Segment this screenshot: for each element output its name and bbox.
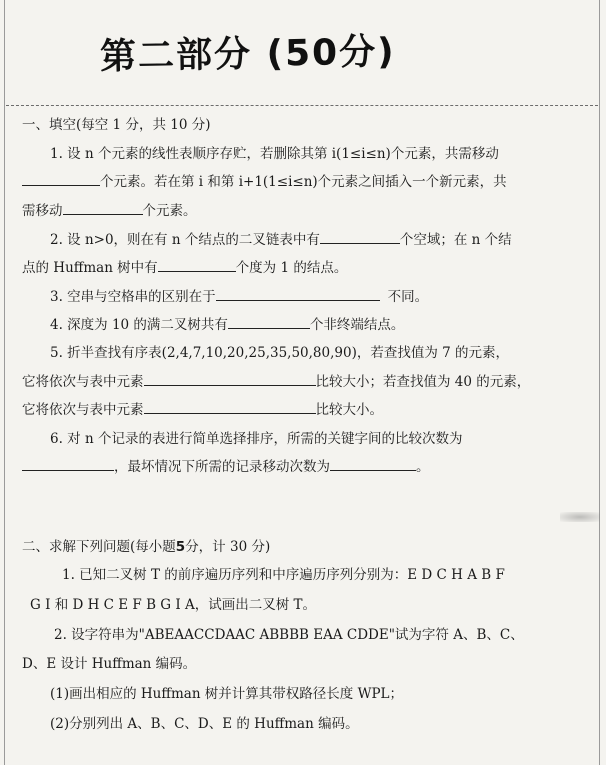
q2-line2a-text: 点的 Huffman 树中有 [22, 260, 158, 276]
s2-q1-line2: G I 和 D H C E F B G I A，试画出二叉树 T。 [30, 597, 317, 613]
section2-heading-b: 分，计 30 分) [185, 539, 271, 555]
section1-heading: 一、填空(每空 1 分，共 10 分) [22, 117, 211, 133]
answer-blank[interactable] [22, 458, 114, 471]
q3-a-text: 3. 空串与空格串的区别在于 [50, 289, 216, 305]
answer-blank[interactable] [144, 401, 316, 414]
q1-line3a-text: 需移动 [22, 203, 63, 219]
answer-blank[interactable] [228, 316, 310, 329]
q3-b-text: 不同。 [387, 289, 429, 305]
s2-q2-line2: D、E 设计 Huffman 编码。 [22, 656, 197, 672]
q2-line1b-text: 个空域；在 n 个结 [399, 232, 512, 248]
q6-line2b-text: 。 [416, 459, 430, 475]
section2-heading-a: 二、求解下列问题(每小题 [22, 539, 176, 555]
answer-blank[interactable] [330, 458, 416, 471]
s2-q2-line1: 2. 设字符串为"ABEAACCDAAC ABBBB EAA CDDE"试为字符 A、B、C、 [54, 627, 524, 643]
scan-smudge [560, 512, 600, 522]
s2-q1-line1: 1. 已知二叉树 T 的前序遍历序列和中序遍历序列分别为：E D C H A B F [62, 567, 505, 583]
answer-blank[interactable] [63, 202, 143, 215]
answer-blank[interactable] [320, 231, 400, 244]
q1-line2-text: 个元素。若在第 i 和第 i+1(1≤i≤n)个元素之间插入一个新元素，共 [100, 174, 507, 190]
q1-line3b-text: 个元素。 [142, 203, 197, 219]
q5-line3a-text: 它将依次与表中元素 [22, 402, 144, 418]
q4-b-text: 个非终端结点。 [309, 317, 405, 333]
handwritten-score: 5 [175, 539, 186, 555]
s2-q2-sub1: (1)画出相应的 Huffman 树并计算其带权路径长度 WPL； [50, 686, 404, 702]
q5-line2 [22, 373, 530, 391]
q2-line1a-text: 2. 设 n>0，则在有 n 个结点的二叉链表中有 [50, 232, 320, 248]
answer-blank[interactable] [216, 288, 380, 301]
q6-line2a-text: ，最坏情况下所需的记录移动次数为 [114, 459, 330, 475]
q5-line2a-text: 它将依次与表中元素 [22, 374, 144, 390]
q2-line1 [50, 231, 512, 249]
answer-blank[interactable] [22, 173, 100, 186]
q2-line2b-text: 个度为 1 的结点。 [235, 260, 348, 276]
q1-line2 [22, 173, 507, 191]
divider-top [6, 105, 598, 106]
answer-blank[interactable] [144, 373, 316, 386]
q6-line2 [22, 458, 430, 476]
page-title: 第二部分 (50分) [99, 31, 396, 78]
q4-line [50, 316, 404, 334]
q3-line [50, 288, 428, 306]
q4-a-text: 4. 深度为 10 的满二叉树共有 [50, 317, 228, 333]
q1-line3 [22, 202, 197, 220]
q5-line3 [22, 401, 383, 419]
answer-blank[interactable] [158, 259, 236, 272]
q6-line1: 6. 对 n 个记录的表进行简单选择排序，所需的关键字间的比较次数为 [50, 431, 463, 447]
section2-heading [22, 538, 270, 556]
q5-line2b-text: 比较大小；若查找值为 40 的元素， [315, 374, 531, 390]
q5-line1: 5. 折半查找有序表(2,4,7,10,20,25,35,50,80,90)，若查找值为 7 的元素， [50, 345, 510, 361]
q5-line3b-text: 比较大小。 [315, 402, 383, 418]
q1-line1: 1. 设 n 个元素的线性表顺序存贮，若删除其第 i(1≤i≤n)个元素，共需移动 [50, 146, 499, 162]
s2-q2-sub2: (2)分别列出 A、B、C、D、E 的 Huffman 编码。 [50, 716, 359, 732]
q2-line2 [22, 259, 347, 277]
